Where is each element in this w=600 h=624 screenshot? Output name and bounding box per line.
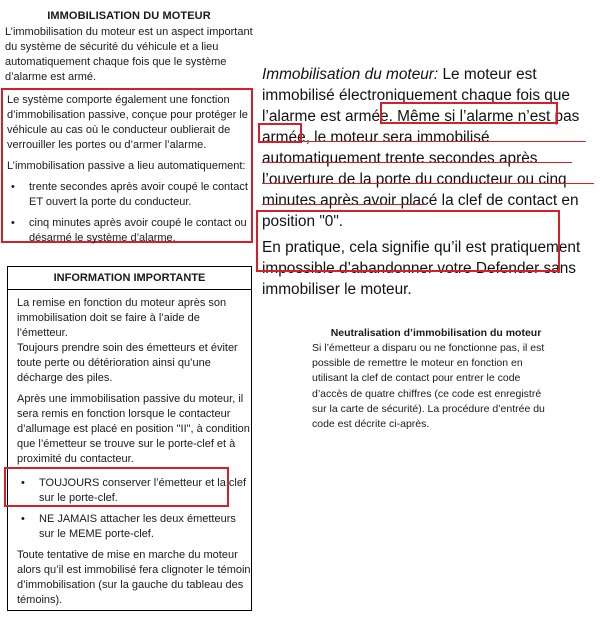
- intro-paragraph: L’immobilisation du moteur est un aspect important du système de sécurité du véhicule et a lieu automatiquement chaque fois que le système d’alarme est armé.: [5, 26, 253, 83]
- summary-sentence: Le moteur est immobilisé électroniquement chaque fois que l’alarme est armée.: [262, 66, 570, 125]
- info-paragraph: La remise en fonction du moteur après son immobilisation doit se faire à l’aide de l’émetteur.: [17, 297, 227, 339]
- info-paragraph: Toujours prendre soin des émetteurs et éviter toute perte ou détérioration ainsi qu’une décharge des piles.: [17, 342, 238, 384]
- info-bullet: • TOUJOURS conserver l’émetteur et la clef sur le porte-clef.: [17, 476, 251, 506]
- passive-paragraph: Le système comporte également une fonction d’immobilisation passive, conçue pour protéger le véhicule au cas où le conducteur oublierait de verrouiller les portes ou d’armer l’alarme.: [7, 94, 248, 151]
- annotation-box: [258, 123, 302, 143]
- annotation-underline: [304, 141, 586, 142]
- annotation-box: [256, 210, 560, 272]
- passive-bullet: • trente secondes après avoir coupé le contact ET ouvert la porte du conducteur.: [7, 180, 251, 210]
- section-heading: IMMOBILISATION DU MOTEUR: [47, 10, 211, 22]
- passive-bullet: • cinq minutes après avoir coupé le contact ou désarmé le système d’alarme.: [7, 216, 251, 246]
- important-info-box: [7, 266, 252, 611]
- annotation-underline: [262, 162, 572, 163]
- neutralisation-paragraph: Si l’émetteur a disparu ou ne fonctionne pas, il est possible de remettre le moteur en fonction en utilisant la clef de contact pour entrer le code d’accès de quatre chiffres (ce code est enregistré sur la carte de sécurité). La procédure d’entrée du code est décrite ci-après.: [312, 342, 545, 431]
- annotation-underline: [262, 183, 594, 184]
- info-box-title: INFORMATION IMPORTANTE: [8, 267, 251, 290]
- info-paragraph: Toute tentative de mise en marche du moteur alors qu’il est immobilisé fera clignoter le témoin d’immobilisation (sur la gauche du tableau des témoins).: [17, 549, 251, 606]
- passive-immobilisation-highlight: [1, 88, 253, 243]
- passive-lead: L’immobilisation passive a lieu automatiquement:: [7, 160, 246, 172]
- neutralisation-heading: Neutralisation d’immobilisation du moteur: [330, 327, 542, 339]
- info-bullet: • NE JAMAIS attacher les deux émetteurs sur le MEME porte-clef.: [17, 512, 251, 542]
- summary-label: Immobilisation du moteur:: [262, 66, 439, 83]
- annotation-box: [380, 102, 558, 124]
- summary-boxed-phrase: Même si l’alarme n’est pas armée: [262, 108, 580, 146]
- summary-practical-note: En pratique, cela signifie qu’il est pratiquement impossible d’abandonner votre Defender sans immobiliser le moteur.: [262, 239, 581, 298]
- summary-underlined-phrase: , le moteur sera immobilisé automatiquement trente secondes après l’ouverture de la porte du conducteur ou cinq minutes après avoir placé la clef de contact en position "0".: [262, 129, 579, 230]
- info-paragraph: Après une immobilisation passive du moteur, il sera remis en fonction lorsque le contacteur d’allumage est placé en position "II", à condition que l’émetteur se trouve sur le porte-clef et à proximité du contacteur.: [17, 393, 250, 465]
- annotation-underline: [262, 204, 426, 205]
- keep-transmitter-highlight: [4, 467, 229, 507]
